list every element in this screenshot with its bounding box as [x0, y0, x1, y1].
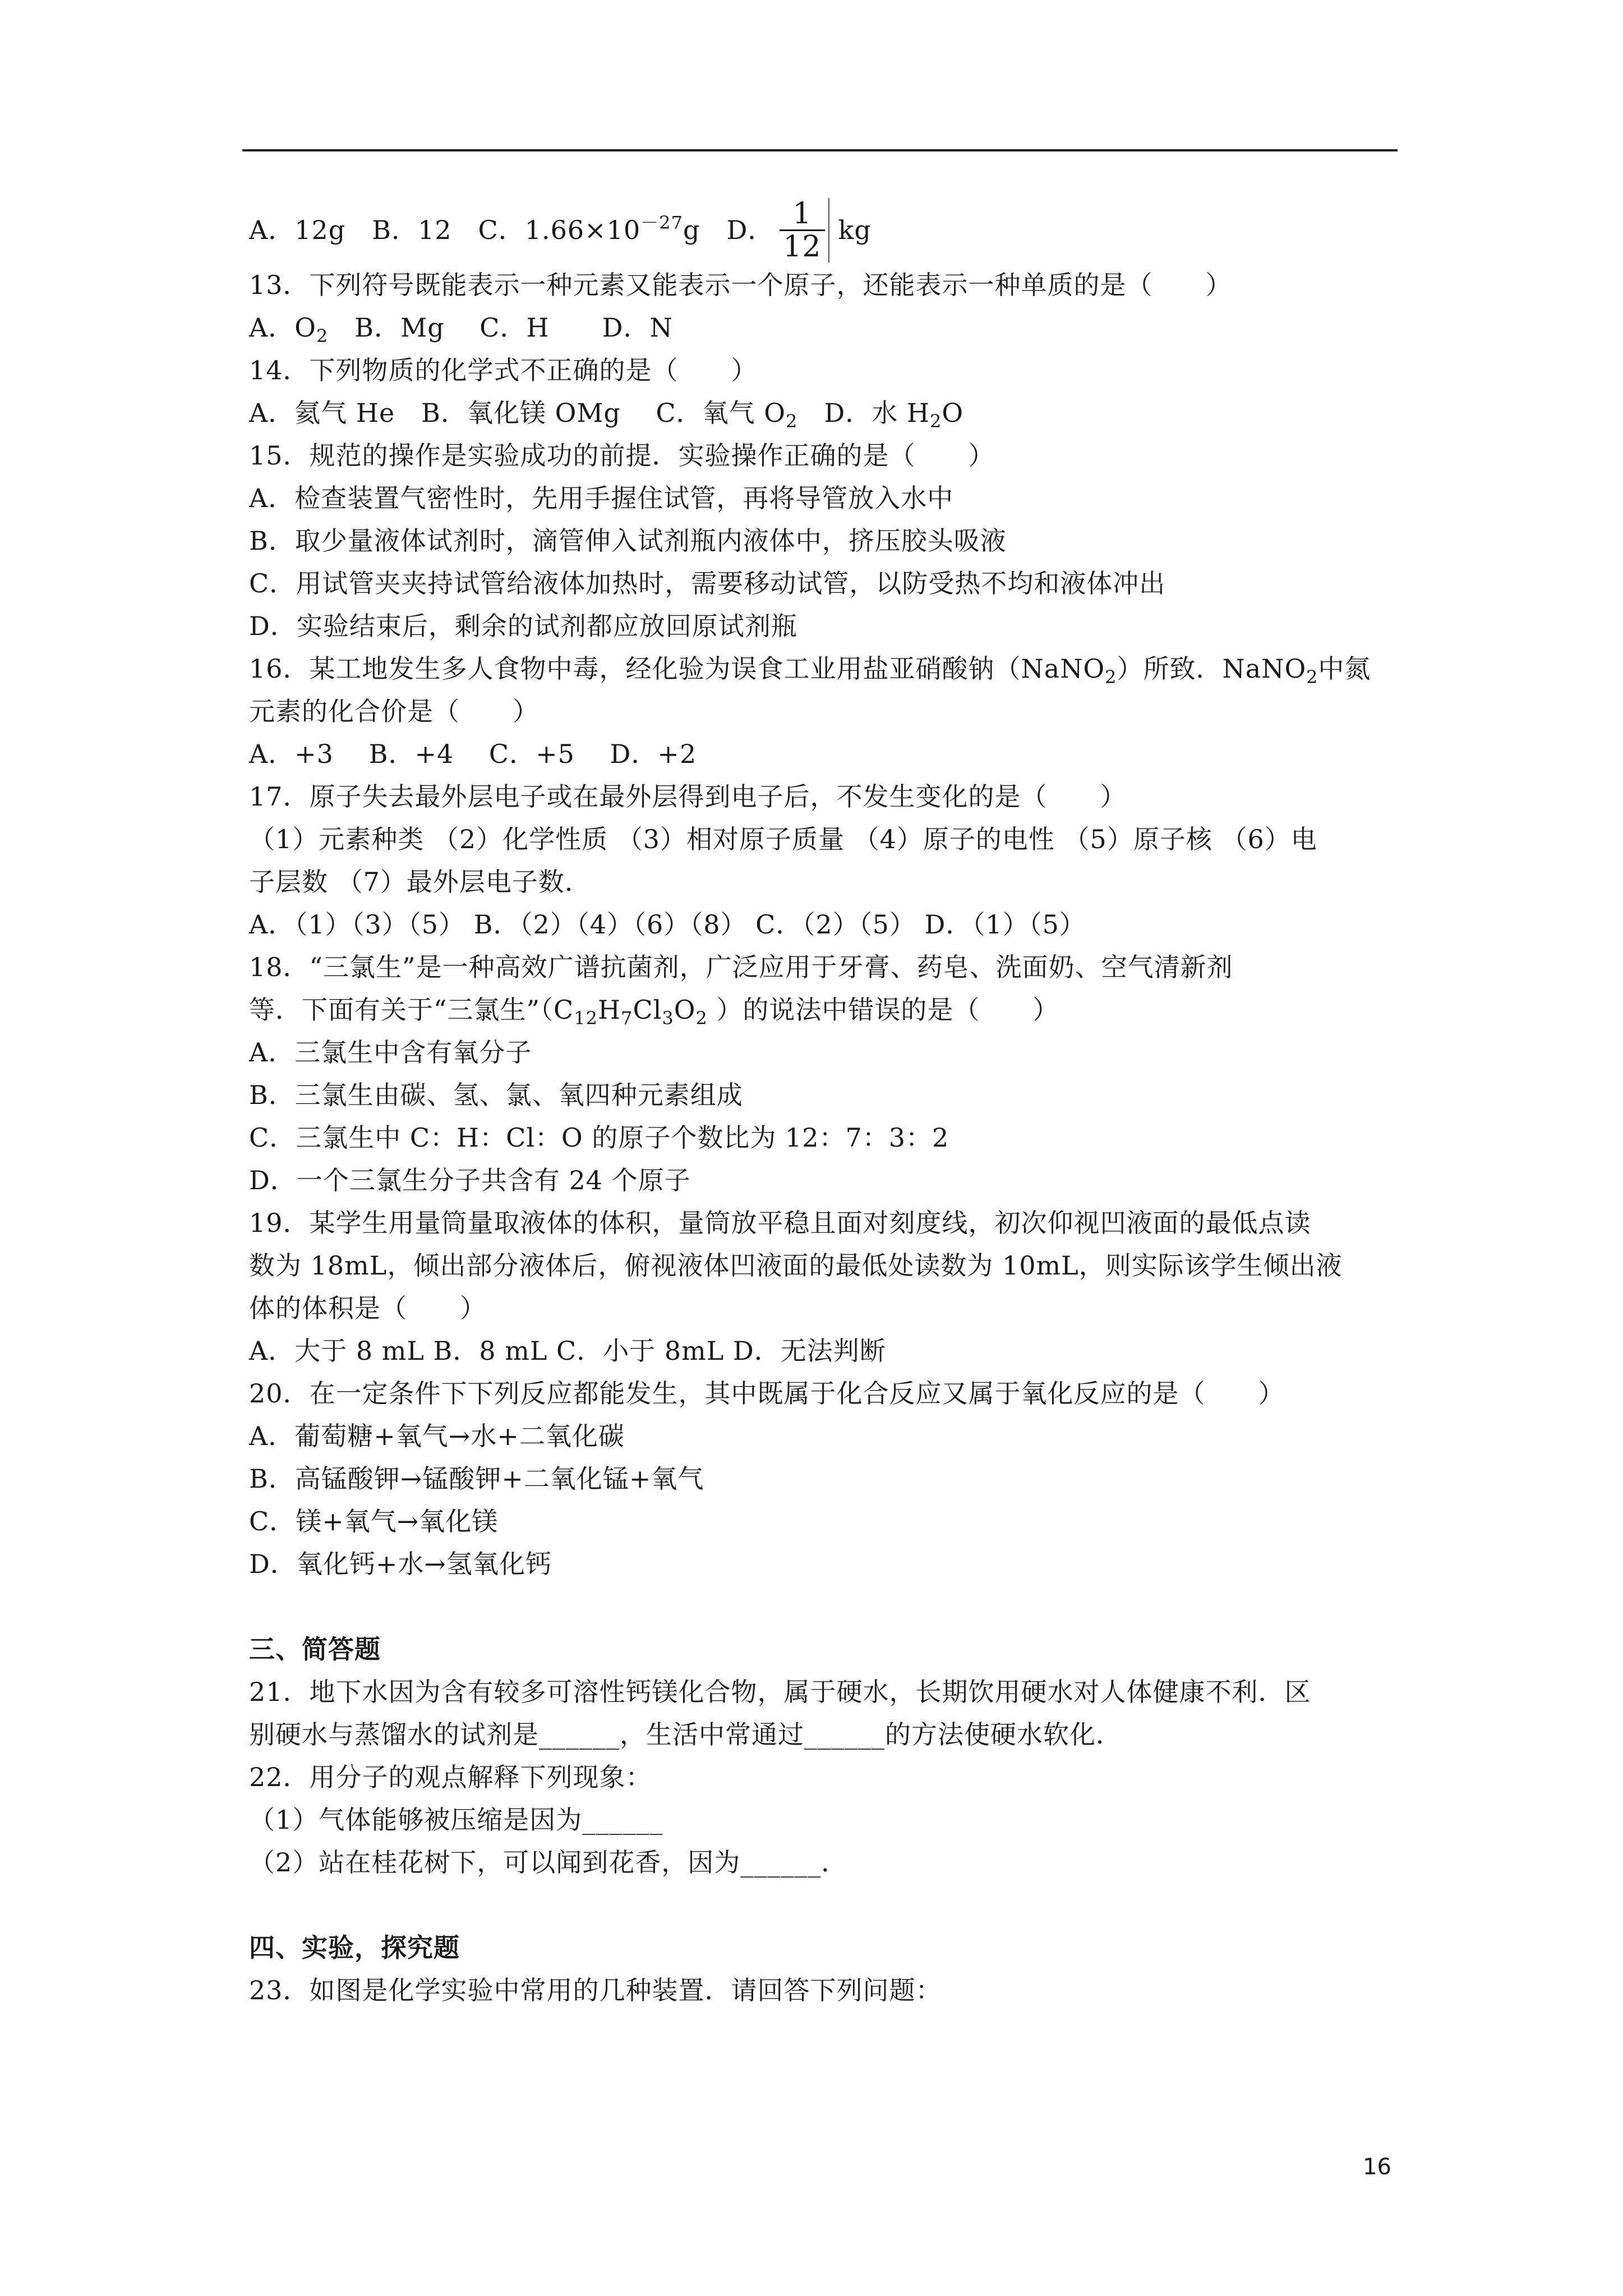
page-number: 16 [1363, 2154, 1391, 2180]
q14-options: A．氦气 He B．氧化镁 OMg C．氧气 $O_2$ D．水 $H_2O$ [249, 398, 964, 432]
q16-stem-line1: 16．某工地发生多人食物中毒，经化验为误食工业用盐亚硝酸钠（NaNO$_2$）所致．NaNO$_2$中氮 [249, 654, 1371, 688]
q17-items-line1: （1）元素种类 （2）化学性质 （3）相对原子质量 （4）原子的电性 （5）原子核 （6）电 [249, 824, 1317, 854]
q12-option-d-label: D． [726, 215, 774, 245]
q12-option-d-fraction [780, 198, 829, 263]
q12-option-a: A．12g [249, 215, 346, 245]
q15-stem: 15．规范的操作是实验成功的前提．实验操作正确的是（ ） [249, 440, 995, 471]
q17-items-line2: 子层数 （7）最外层电子数． [249, 867, 591, 897]
q22-stem: 22．用分子的观点解释下列现象： [249, 1762, 652, 1792]
q16-stem-line2: 元素的化合价是（ ） [249, 696, 539, 726]
q15-option-d: D．实验结束后，剩余的试剂都应放回原试剂瓶 [249, 611, 797, 641]
q13-options: A．$O_2$ B．Mg C．H D．N [249, 312, 673, 347]
page-content [249, 196, 1404, 2012]
q20-option-c: C．镁+氧气→氧化镁 [249, 1506, 499, 1536]
q17-stem: 17．原子失去最外层电子或在最外层得到电子后，不发生变化的是（ ） [249, 781, 1127, 812]
q19-stem-line2: 数为 18mL，倾出部分液体后，俯视液体凹液面的最低处读数为 10mL，则实际该学生倾出液 [249, 1250, 1343, 1281]
q18-option-c: C．三氯生中 C：H：Cl：O 的原子个数比为 12：7：3：2 [249, 1122, 949, 1153]
q18-option-d: D．一个三氯生分子共含有 24 个原子 [249, 1165, 691, 1195]
q19-stem-line1: 19．某学生用量筒量取液体的体积，量筒放平稳且面对刻度线，初次仰视凹液面的最低点读 [249, 1208, 1311, 1238]
q13-stem: 13．下列符号既能表示一种元素又能表示一个原子，还能表示一种单质的是（ ） [249, 270, 1232, 300]
q19-stem-line3: 体的体积是（ ） [249, 1293, 486, 1323]
spacer [249, 1884, 1404, 1926]
q18-option-b: B．三氯生由碳、氢、氯、氧四种元素组成 [249, 1080, 743, 1110]
fraction-denominator: 12 [780, 229, 824, 263]
q15-option-a: A．检查装置气密性时，先用手握住试管，再将导管放入水中 [249, 483, 954, 513]
q20-option-a: A．葡萄糖+氧气→水+二氧化碳 [249, 1421, 625, 1451]
q12-option-d-unit: kg [838, 215, 872, 245]
q15-option-c: C．用试管夹夹持试管给液体加热时，需要移动试管，以防受热不均和液体冲出 [249, 568, 1166, 599]
q16-options: A．+3 B．+4 C．+5 D．+2 [249, 739, 697, 769]
q12-option-c: C．$1.66\times 10^{-27}g$ [478, 212, 700, 245]
spacer [249, 1585, 1404, 1628]
q20-stem: 20．在一定条件下下列反应都能发生，其中既属于化合反应又属于氧化反应的是（ ） [249, 1378, 1285, 1409]
q20-option-b: B．高锰酸钾→锰酸钾+二氧化锰+氧气 [249, 1464, 704, 1494]
section-heading-experiment: 四、实验，探究题 [249, 1932, 460, 1963]
header-rule [242, 149, 1398, 151]
q18-stem-line1: 18．“三氯生”是一种高效广谱抗菌剂，广泛应用于牙膏、药皂、洗面奶、空气清新剂 [249, 952, 1233, 982]
q12-options [249, 196, 1404, 264]
q21-line2: 别硬水与蒸馏水的试剂是______，生活中常通过______的方法使硬水软化． [249, 1719, 1122, 1750]
q15-option-b: B．取少量液体试剂时，滴管伸入试剂瓶内液体中，挤压胶头吸液 [249, 526, 1007, 556]
q22-sub1: （1）气体能够被压缩是因为______ [249, 1805, 663, 1835]
q17-options: A．（1）（3）（5） B．（2）（4）（6）（8） C．（2）（5） D．（1）（5） [249, 909, 1086, 940]
fraction-numerator: 1 [792, 196, 812, 231]
q18-stem-line2: 等．下面有关于“三氯生$”(C_{12}H_7Cl_3O_2$ ）的说法中错误的是（ ） [249, 995, 1059, 1029]
q21-line1: 21．地下水因为含有较多可溶性钙镁化合物，属于硬水，长期饮用硬水对人体健康不利．区 [249, 1677, 1311, 1707]
q19-options: A．大于 8 mL B．8 mL C．小于 8mL D．无法判断 [249, 1336, 886, 1366]
q18-option-a: A．三氯生中含有氧分子 [249, 1037, 532, 1068]
q14-stem: 14．下列物质的化学式不正确的是（ ） [249, 355, 758, 385]
q23-stem: 23．如图是化学实验中常用的几种装置．请回答下列问题： [249, 1975, 942, 2005]
q22-sub2: （2）站在桂花树下，可以闻到花香，因为______． [249, 1847, 848, 1878]
q12-option-b: B．12 [372, 215, 452, 245]
q20-option-d: D．氧化钙+水→氢氧化钙 [249, 1549, 552, 1579]
section-heading-short-answer: 三、简答题 [249, 1634, 381, 1664]
